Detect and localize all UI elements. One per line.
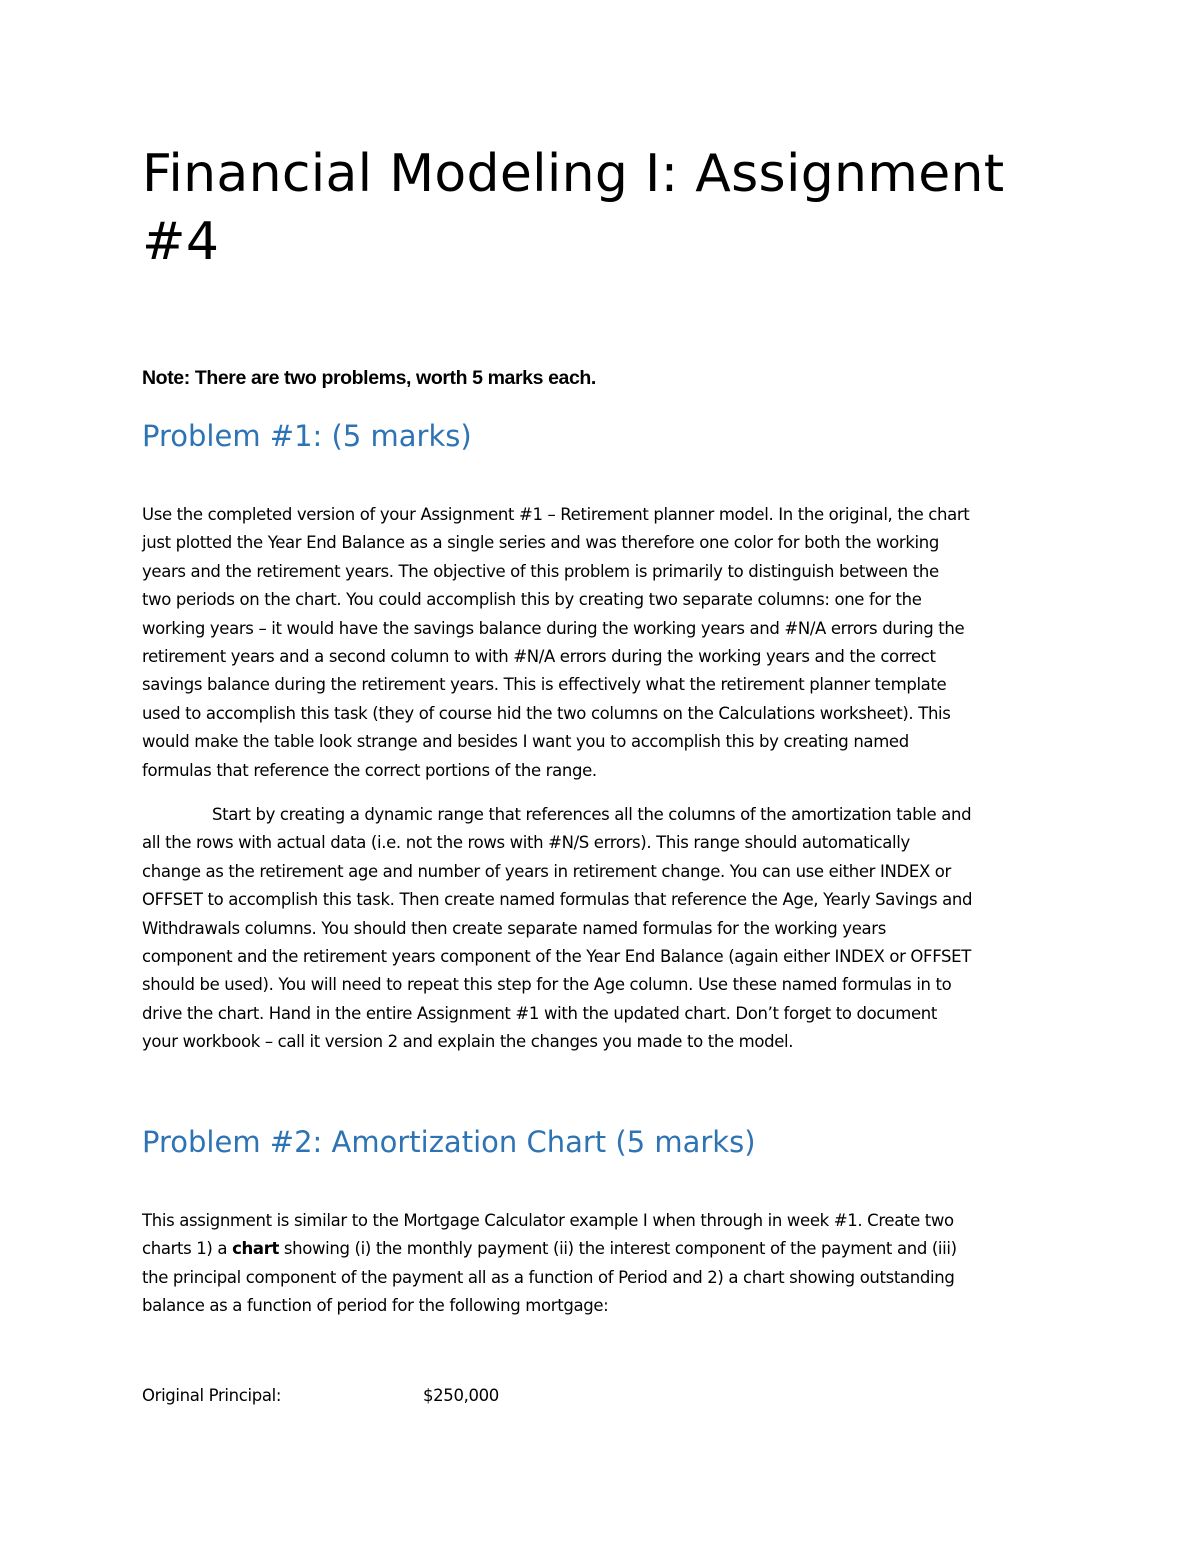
problem-1-paragraph-1 bbox=[142, 501, 1062, 785]
paragraph-line: Withdrawals columns. You should then create separate named formulas for the working years bbox=[142, 918, 886, 938]
paragraph-line: years and the retirement years. The objective of this problem is primarily to distinguish between the bbox=[142, 561, 939, 581]
text-run: charts 1) a bbox=[142, 1239, 233, 1259]
paragraph-line: the principal component of the payment all as a function of Period and 2) a chart showing outstanding bbox=[142, 1267, 955, 1287]
paragraph-line: balance as a function of period for the following mortgage: bbox=[142, 1296, 609, 1316]
paragraph-line bbox=[142, 1235, 1062, 1263]
text-run: showing (i) the monthly payment (ii) the interest component of the payment and (iii) bbox=[279, 1239, 957, 1259]
paragraph-line: two periods on the chart. You could accomplish this by creating two separate columns: one for the bbox=[142, 590, 922, 610]
paragraph-line: Start by creating a dynamic range that references all the columns of the amortization table and bbox=[212, 805, 972, 824]
problem-2-paragraph bbox=[142, 1207, 1062, 1321]
paragraph-line: This assignment is similar to the Mortgage Calculator example I when through in week #1. Create two bbox=[142, 1211, 954, 1230]
paragraph-line: all the rows with actual data (i.e. not the rows with #N/S errors). This range should automatically bbox=[142, 833, 910, 853]
problem-1-heading: Problem #1: (5 marks) bbox=[142, 419, 472, 453]
paragraph-line: OFFSET to accomplish this task. Then create named formulas that reference the Age, Yearly Savings and bbox=[142, 890, 973, 910]
paragraph-line: would make the table look strange and besides I want you to accomplish this by creating named bbox=[142, 732, 909, 752]
bold-text-run: chart bbox=[232, 1239, 280, 1259]
field-value: $250,000 bbox=[423, 1386, 499, 1405]
paragraph-line: used to accomplish this task (they of course hid the two columns on the Calculations worksheet). This bbox=[142, 703, 951, 723]
paragraph-line: working years – it would have the savings balance during the working years and #N/A errors during the bbox=[142, 618, 965, 638]
paragraph-line: retirement years and a second column to with #N/A errors during the working years and the correct bbox=[142, 647, 936, 667]
paragraph-line: savings balance during the retirement years. This is effectively what the retirement planner template bbox=[142, 675, 947, 695]
paragraph-line: just plotted the Year End Balance as a single series and was therefore one color for both the working bbox=[142, 533, 939, 553]
field-label: Original Principal: bbox=[142, 1386, 282, 1405]
paragraph-line: Use the completed version of your Assignment #1 – Retirement planner model. In the original, the chart bbox=[142, 505, 970, 524]
paragraph-line: should be used). You will need to repeat this step for the Age column. Use these named formulas in to bbox=[142, 975, 952, 995]
original-principal-row bbox=[142, 1382, 1062, 1410]
note-text: Note: There are two problems, worth 5 marks each. bbox=[142, 367, 596, 389]
problem-1-paragraph-2 bbox=[142, 801, 1062, 1057]
paragraph-line: your workbook – call it version 2 and explain the changes you made to the model. bbox=[142, 1032, 794, 1052]
problem-2-heading: Problem #2: Amortization Chart (5 marks) bbox=[142, 1125, 756, 1159]
paragraph-line: component and the retirement years component of the Year End Balance (again either INDEX or OFFSET bbox=[142, 947, 971, 967]
paragraph-line: drive the chart. Hand in the entire Assignment #1 with the updated chart. Don’t forget to document bbox=[142, 1003, 937, 1023]
document-page bbox=[142, 0, 1062, 1553]
paragraph-line: change as the retirement age and number of years in retirement change. You can use either INDEX or bbox=[142, 861, 951, 881]
paragraph-line: formulas that reference the correct portions of the range. bbox=[142, 760, 597, 780]
document-title: Financial Modeling I: Assignment #4 bbox=[142, 144, 1005, 272]
